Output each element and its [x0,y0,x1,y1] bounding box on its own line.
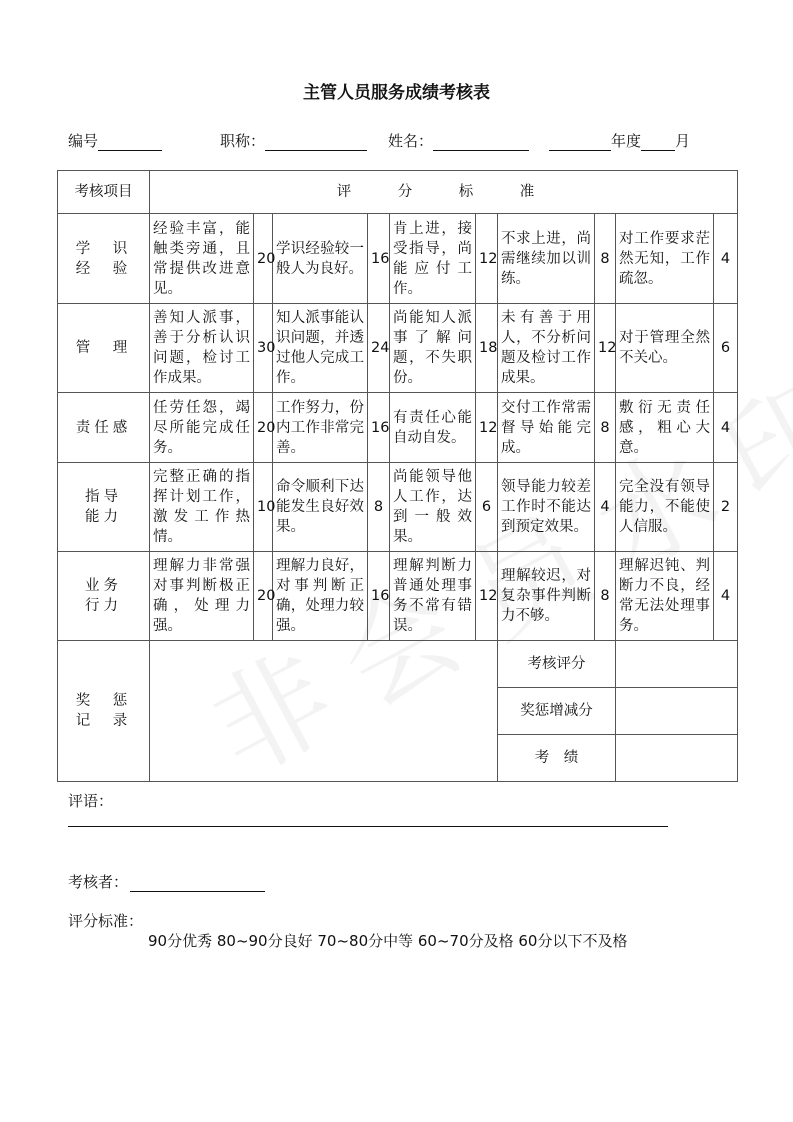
month-blank[interactable] [641,135,675,151]
grade-score[interactable]: 4 [714,393,738,463]
year-month-field[interactable] [549,130,690,151]
page-title: 主管人员服务成绩考核表 [303,83,490,103]
grade-description: 交付工作常需督导始能完成。 [498,393,595,463]
grade-description: 理解较迟，对复杂事件判断力不够。 [498,552,595,641]
summary-label: 考核评分 [498,641,616,688]
number-blank[interactable] [98,135,162,151]
grade-score[interactable]: 30 [254,304,273,393]
grade-score[interactable]: 12 [476,393,498,463]
summary-row [58,641,738,688]
grade-description: 命令顺利下达能发生良好效果。 [273,463,368,552]
grade-score[interactable]: 24 [368,304,390,393]
grade-description: 尚能领导他人工作，达到一般效果。 [390,463,476,552]
standard-text: 90分优秀 80~90分良好 70~80分中等 60~70分及格 60分以下不及格 [148,932,628,950]
name-blank[interactable] [433,135,529,151]
grade-score[interactable]: 20 [254,393,273,463]
reward-penalty-label: 奖 惩 记 录 [58,641,150,782]
summary-value-cell[interactable] [616,735,738,782]
col-standard-header: 评 分 标 准 [150,171,738,214]
grade-score[interactable]: 18 [476,304,498,393]
grade-score[interactable]: 8 [595,552,616,641]
reviewer-field[interactable] [68,871,265,892]
item-label: 责任感 [58,393,150,463]
grade-description: 知人派事能认识问题，并透过他人完成工作。 [273,304,368,393]
comments-label: 评语： [68,792,114,810]
year-blank[interactable] [549,135,611,151]
grade-score[interactable]: 4 [714,214,738,304]
summary-value-cell[interactable] [616,688,738,735]
grade-description: 经验丰富，能触类旁通，且常提供改进意见。 [150,214,254,304]
position-label: 职称： [220,132,266,150]
grade-score[interactable]: 16 [368,393,390,463]
grade-description: 完整正确的指挥计划工作，激发工作热情。 [150,463,254,552]
year-label: 年度 [611,132,642,150]
grade-score[interactable]: 12 [595,304,616,393]
grade-description: 对于管理全然不关心。 [616,304,714,393]
item-label: 学 识 经 验 [58,214,150,304]
table-header-row [58,171,738,214]
row-execution [58,552,738,641]
grade-score[interactable]: 20 [254,552,273,641]
grade-description: 领导能力较差工作时不能达到预定效果。 [498,463,595,552]
evaluation-table [57,170,738,782]
month-label: 月 [675,132,691,150]
grade-description: 对工作要求茫然无知，工作疏忽。 [616,214,714,304]
standard-label: 评分标准： [68,912,144,930]
position-blank[interactable] [265,135,367,151]
grade-description: 理解力良好，对事判断正确，处理力较强。 [273,552,368,641]
grade-description: 敷衍无责任感，粗心大意。 [616,393,714,463]
col-item-header: 考核项目 [58,171,150,214]
grade-score[interactable]: 16 [368,552,390,641]
grade-description: 肯上进，接受指导，尚能应付工作。 [390,214,476,304]
summary-label: 考 绩 [498,735,616,782]
number-field[interactable] [68,130,162,151]
grade-description: 未有善于用人，不分析问题及检讨工作成果。 [498,304,595,393]
grade-score[interactable]: 4 [714,552,738,641]
name-label: 姓名： [388,132,434,150]
grade-description: 不求上进，尚需继续加以训练。 [498,214,595,304]
grade-description: 任劳任怨，竭尽所能完成任务。 [150,393,254,463]
reward-penalty-record-area[interactable] [150,641,498,782]
grade-description: 善知人派事，善于分析认识问题，检讨工作成果。 [150,304,254,393]
item-label: 业务 行力 [58,552,150,641]
item-label: 指导 能力 [58,463,150,552]
name-field[interactable] [388,130,529,151]
position-field[interactable] [220,130,367,151]
row-management [58,304,738,393]
grade-score[interactable]: 4 [595,463,616,552]
grade-description: 尚能知人派事了解问题，不失职份。 [390,304,476,393]
row-knowledge [58,214,738,304]
grade-score[interactable]: 8 [595,393,616,463]
grade-score[interactable]: 8 [368,463,390,552]
grade-description: 工作努力，份内工作非常完善。 [273,393,368,463]
grade-description: 完全没有领导能力，不能使人信服。 [616,463,714,552]
comments-line[interactable] [68,826,668,827]
grade-score[interactable]: 12 [476,214,498,304]
grade-score[interactable]: 10 [254,463,273,552]
reviewer-blank[interactable] [130,876,265,892]
grade-description: 学识经验较一般人为良好。 [273,214,368,304]
summary-label: 奖惩增减分 [498,688,616,735]
grade-score[interactable]: 20 [254,214,273,304]
grade-score[interactable]: 6 [476,463,498,552]
grade-score[interactable]: 6 [714,304,738,393]
grade-score[interactable]: 2 [714,463,738,552]
grade-score[interactable]: 8 [595,214,616,304]
reviewer-label: 考核者： [68,873,129,891]
item-label: 管 理 [58,304,150,393]
grade-description: 理解迟钝、判断力不良，经常无法处理事务。 [616,552,714,641]
grade-description: 有责任心能自动自发。 [390,393,476,463]
grade-score[interactable]: 16 [368,214,390,304]
row-leadership [58,463,738,552]
grade-description: 理解力非常强对事判断极正确，处理力强。 [150,552,254,641]
number-label: 编号 [68,132,99,150]
row-responsibility [58,393,738,463]
grade-score[interactable]: 12 [476,552,498,641]
summary-value-cell[interactable] [616,641,738,688]
grade-description: 理解判断力普通处理事务不常有错误。 [390,552,476,641]
